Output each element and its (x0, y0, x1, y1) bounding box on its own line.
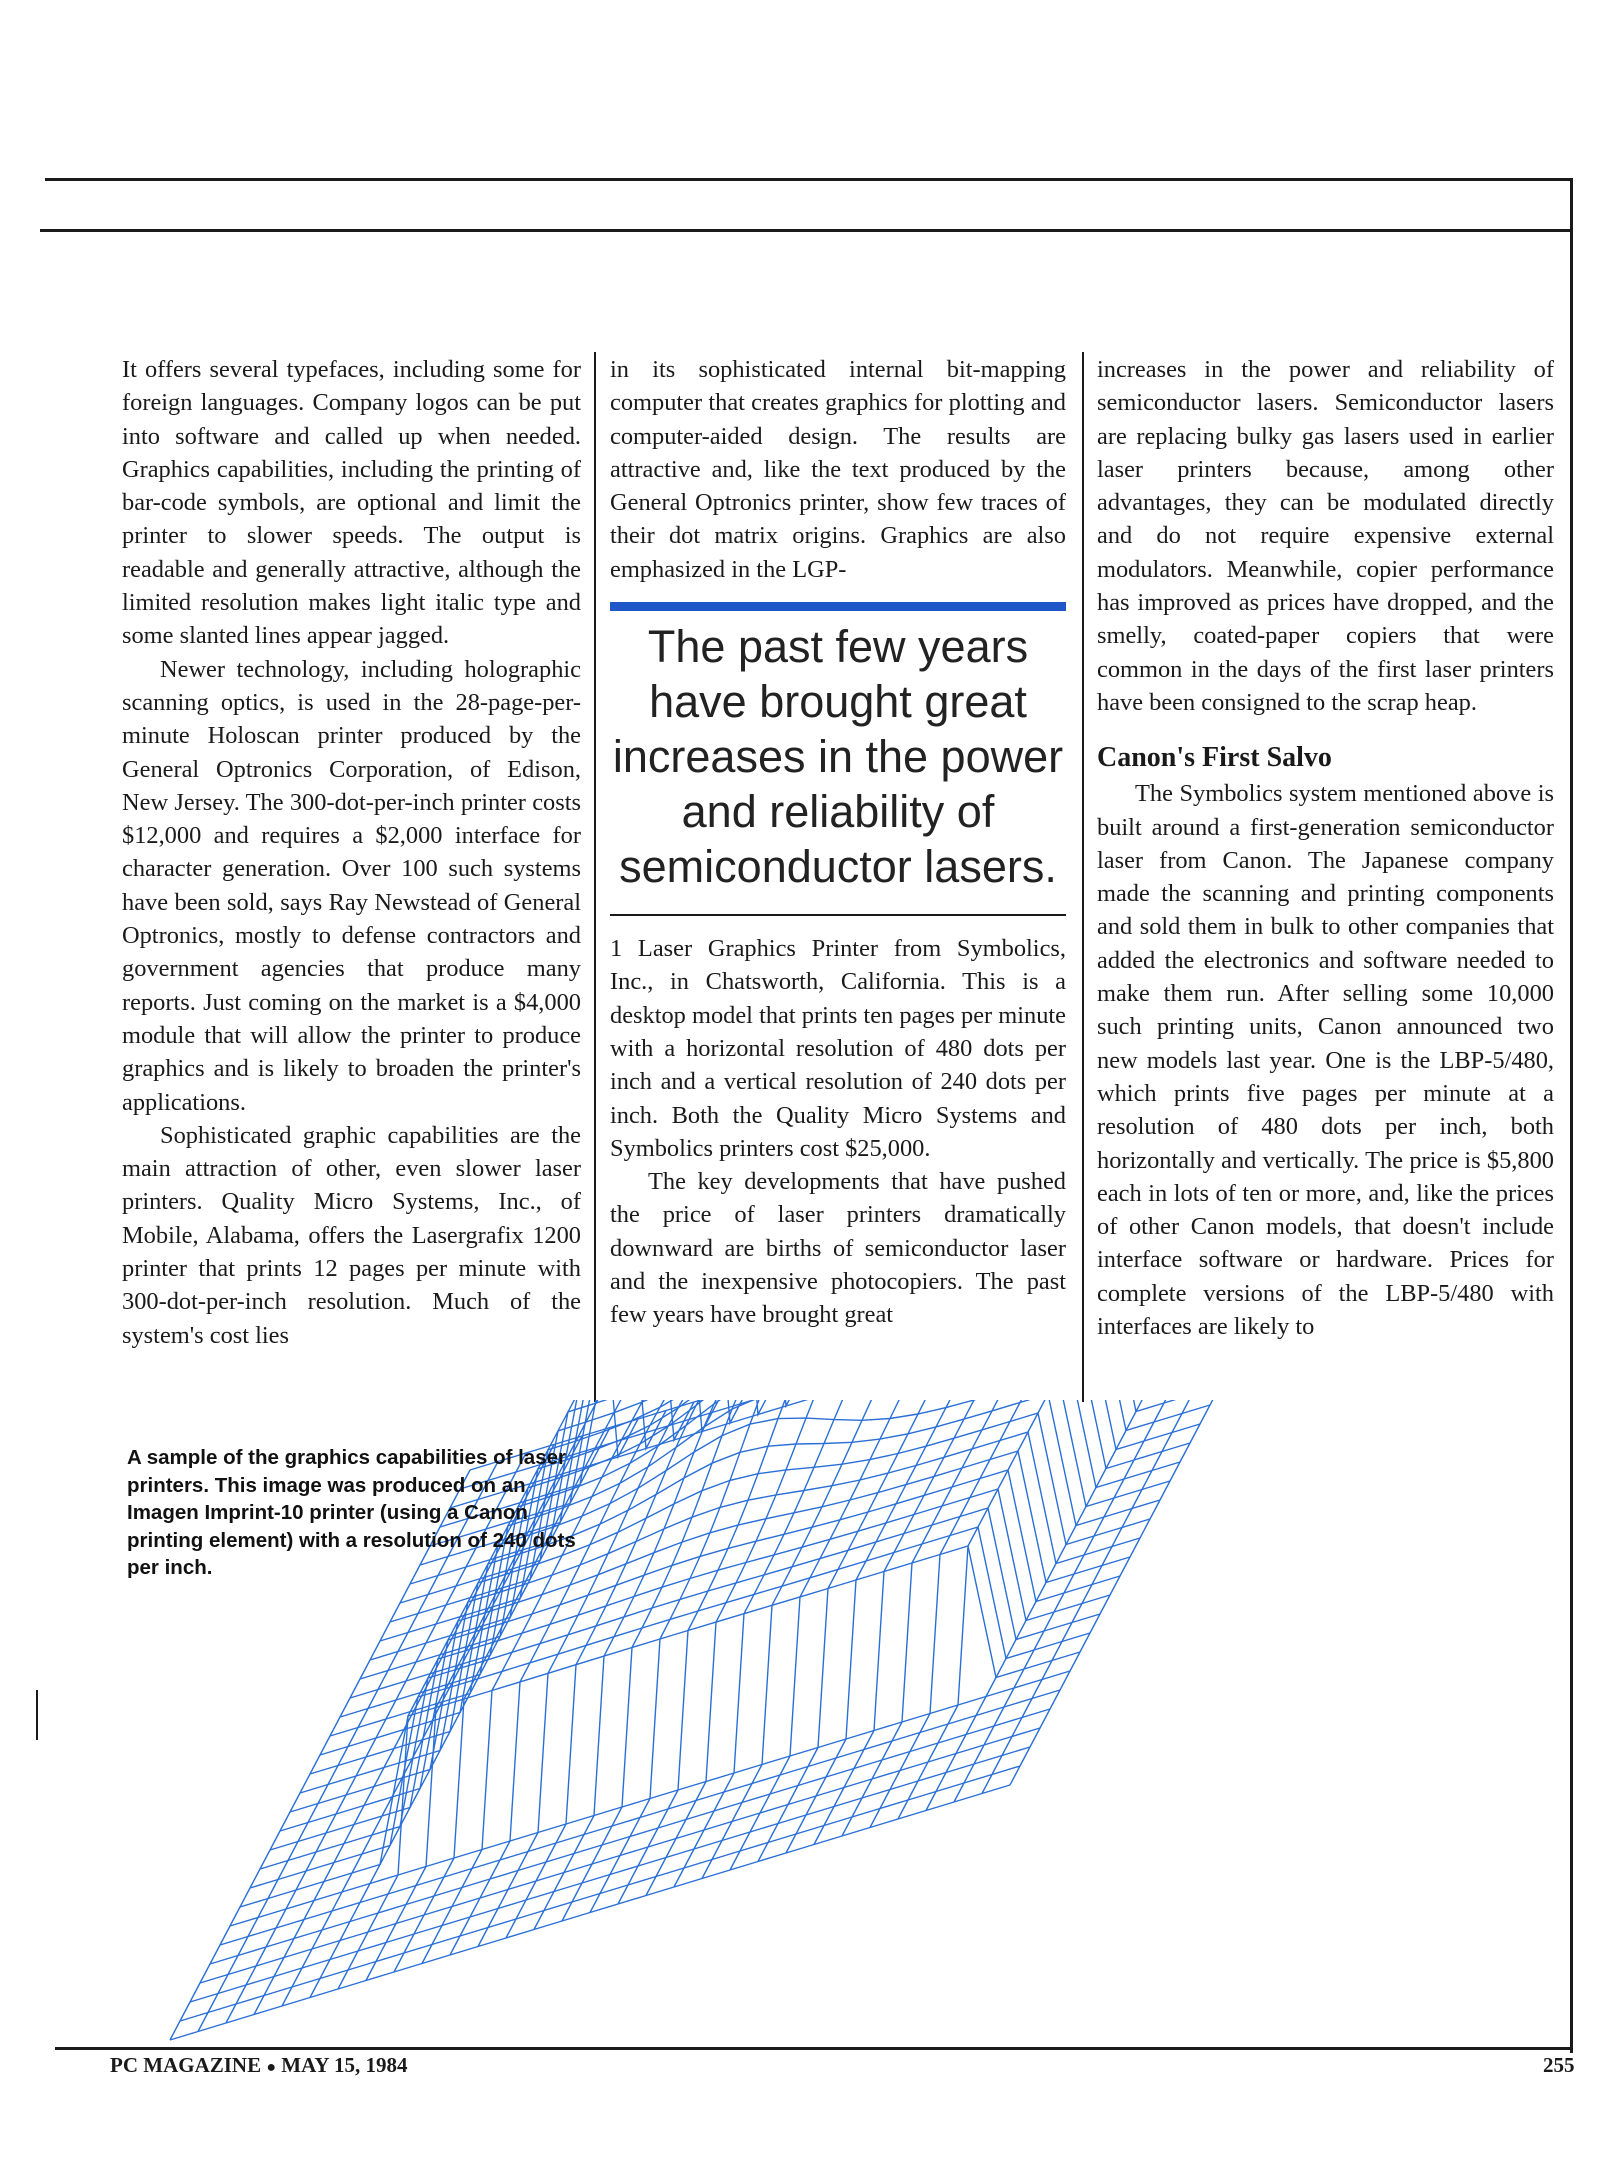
publication-name: PC MAGAZINE (110, 2053, 262, 2077)
column-divider-2 (1082, 352, 1084, 1402)
bullet-separator: ● (266, 2059, 277, 2076)
header-rule-bottom (40, 229, 1573, 232)
mesh-line (1010, 1400, 1310, 1785)
figure-caption: A sample of the graphics capabilities of laser printers. This image was produced on an Imagen Imprint-10 printer (using a Canon printing element) with a resolution of 240 dots per inch. (127, 1446, 576, 1579)
margin-mark (36, 1690, 38, 1740)
section-heading: Canon's First Salvo (1097, 742, 1332, 774)
mesh-line (842, 1400, 1142, 1836)
header-rule-top (45, 178, 1573, 181)
pull-quote: The past few years have brought great increases in the power and reliability of semiconductor lasers. (610, 602, 1066, 916)
mesh-line (618, 1400, 918, 1904)
article-column-1 (122, 353, 581, 1413)
mesh-line (982, 1400, 1282, 1794)
body-paragraph: increases in the power and reliability of semiconductor lasers. Semiconductor lasers are replacing bulky gas lasers used in earlier laser printers because, among other advantages, they can be modulated directly and do not require expensive external modulators. Meanwhile, copier performance has improved as prices have dropped, and the smelly, coated-paper copiers that were common in the days of the first laser printers have been consigned to the scrap heap. (1097, 356, 1554, 716)
article-column-3 (1097, 353, 1554, 1413)
article-column-2 (610, 353, 1066, 1413)
mesh-line (870, 1400, 1170, 1828)
frame-right (1570, 178, 1573, 2053)
body-paragraph: The key developments that have pushed the price of laser printers dramatically downward are births of semiconductor laser and the inexpensive photocopiers. The past few years have brought great (610, 1168, 1066, 1329)
footer-publication-line (110, 2053, 407, 2078)
body-paragraph: The Symbolics system mentioned above is built around a first-generation semiconductor laser from Canon. The Japanese company made the scanning and printing components and sold them in bulk to other companies that added the electronics and software needed to make them run. After selling some 10,000 such printing units, Canon announced two new models last year. One is the LBP-5/480, which prints five pages per minute at a resolution of 480 dots per inch, both horizontally and vertically. The price is $5,800 each in lots of ten or more, and, like the prices of other Canon models, that doesn't include interface software or hardware. Prices for complete versions of the LBP-5/480 with interfaces are likely to (1097, 780, 1554, 1341)
body-paragraph: 1 Laser Graphics Printer from Symbolics, Inc., in Chatsworth, California. This is a desktop model that prints ten pages per minute with a horizontal resolution of 480 dots per inch and a vertical resolution of 240 dots per inch. Both the Quality Micro Systems and Symbolics printers cost $25,000. (610, 935, 1066, 1162)
page-number: 255 (1543, 2053, 1575, 2077)
body-paragraph: Sophisticated graphic capabilities are the main attraction of other, even slower laser printers. Quality Micro Systems, Inc., of Mobile, Alabama, offers the Lasergrafix 1200 printer that prints 12 pages per minute with 300-dot-per-inch resolution. Much of the system's cost lies (122, 1121, 581, 1349)
issue-date: MAY 15, 1984 (281, 2053, 408, 2077)
body-paragraph: Newer technology, including holographic scanning optics, is used in the 28-page-per-minute Holoscan printer produced by the General Optronics Corporation, of Edison, New Jersey. The 300-dot-per-inch printer costs $12,000 and requires a $2,000 interface for character generation. Over 100 such systems have been sold, says Ray Newstead of General Optronics, mostly to defense contractors and government agencies that produce many reports. Just coming on the market is a $4,000 module that will allow the printer to produce graphics and is likely to broaden the printer's applications. (122, 655, 581, 1116)
body-paragraph: It offers several typefaces, including some for foreign languages. Company logos can be put into software and called up when needed. Graphics capabilities, including the printing of bar-code symbols, are optional and limit the printer to slower speeds. The output is readable and generally attractive, although the limited resolution makes light italic type and some slanted lines appear jagged. (122, 356, 581, 650)
body-paragraph: in its sophisticated internal bit-mapping computer that creates graphics for plotting and computer-aided design. The results are attractive and, like the text produced by the General Optronics printer, show few traces of their dot matrix origins. Graphics are also emphasized in the LGP- (610, 356, 1066, 583)
column-divider-1 (594, 352, 596, 1402)
